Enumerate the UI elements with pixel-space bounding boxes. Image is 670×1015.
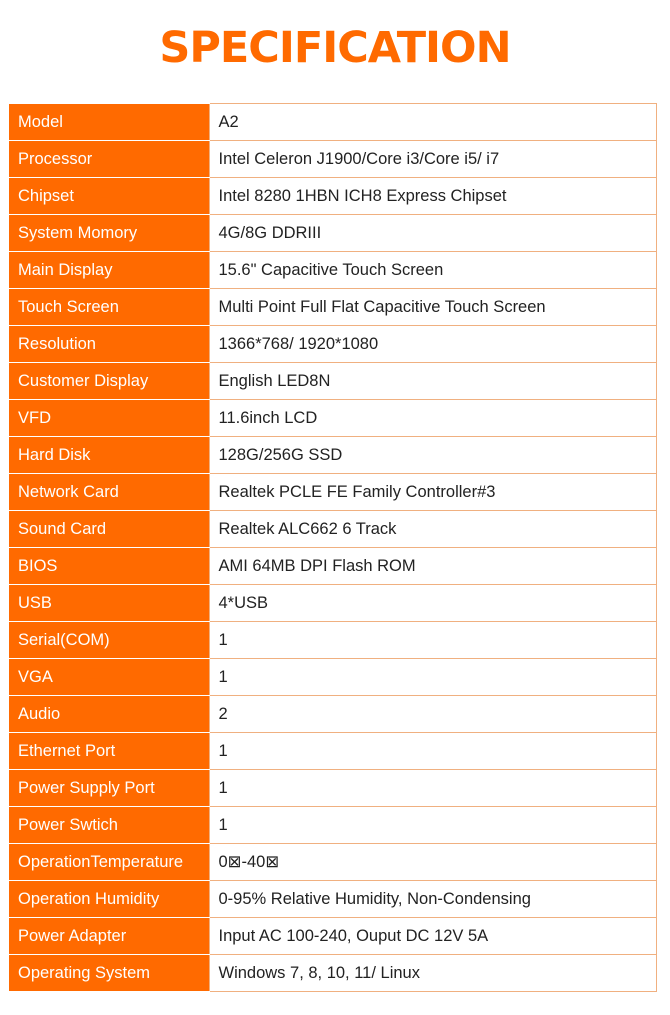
spec-value: 4*USB <box>209 585 657 622</box>
table-row <box>9 585 657 622</box>
spec-label: System Momory <box>9 215 209 252</box>
spec-value: 1 <box>209 733 657 770</box>
table-row <box>9 622 657 659</box>
spec-value: 0⊠-40⊠ <box>209 844 657 881</box>
spec-label: Hard Disk <box>9 437 209 474</box>
spec-value: Input AC 100-240, Ouput DC 12V 5A <box>209 918 657 955</box>
spec-label: Network Card <box>9 474 209 511</box>
table-row <box>9 696 657 733</box>
table-row <box>9 770 657 807</box>
spec-table <box>9 103 657 992</box>
spec-label: Model <box>9 104 209 141</box>
table-row <box>9 659 657 696</box>
spec-value: Windows 7, 8, 10, 11/ Linux <box>209 955 657 992</box>
spec-label: Serial(COM) <box>9 622 209 659</box>
spec-label: BIOS <box>9 548 209 585</box>
spec-label: Ethernet Port <box>9 733 209 770</box>
table-row <box>9 215 657 252</box>
table-row <box>9 918 657 955</box>
spec-label: Audio <box>9 696 209 733</box>
spec-label: Sound Card <box>9 511 209 548</box>
spec-label: OperationTemperature <box>9 844 209 881</box>
table-row <box>9 844 657 881</box>
spec-value: 1 <box>209 622 657 659</box>
table-row <box>9 437 657 474</box>
spec-label: Operating System <box>9 955 209 992</box>
spec-value: 1366*768/ 1920*1080 <box>209 326 657 363</box>
table-row <box>9 881 657 918</box>
spec-value: 11.6inch LCD <box>209 400 657 437</box>
spec-label: Customer Display <box>9 363 209 400</box>
table-row <box>9 141 657 178</box>
table-row <box>9 474 657 511</box>
spec-value: Realtek PCLE FE Family Controller#3 <box>209 474 657 511</box>
spec-value: 15.6" Capacitive Touch Screen <box>209 252 657 289</box>
spec-label: Processor <box>9 141 209 178</box>
table-row <box>9 548 657 585</box>
spec-label: Operation Humidity <box>9 881 209 918</box>
table-row <box>9 807 657 844</box>
table-row <box>9 733 657 770</box>
table-row <box>9 511 657 548</box>
table-row <box>9 326 657 363</box>
spec-label: USB <box>9 585 209 622</box>
spec-label: Power Supply Port <box>9 770 209 807</box>
table-row <box>9 104 657 141</box>
spec-value: 0-95% Relative Humidity, Non-Condensing <box>209 881 657 918</box>
spec-table-body <box>9 104 657 992</box>
spec-value: AMI 64MB DPI Flash ROM <box>209 548 657 585</box>
spec-value: 4G/8G DDRIII <box>209 215 657 252</box>
spec-value: Intel 8280 1HBN ICH8 Express Chipset <box>209 178 657 215</box>
spec-label: VGA <box>9 659 209 696</box>
table-row <box>9 289 657 326</box>
spec-value: Intel Celeron J1900/Core i3/Core i5/ i7 <box>209 141 657 178</box>
spec-value: 1 <box>209 659 657 696</box>
spec-value: A2 <box>209 104 657 141</box>
table-row <box>9 400 657 437</box>
spec-label: VFD <box>9 400 209 437</box>
table-row <box>9 955 657 992</box>
spec-value: 1 <box>209 807 657 844</box>
page-title: SPECIFICATION <box>159 23 511 73</box>
spec-label: Resolution <box>9 326 209 363</box>
spec-value: Realtek ALC662 6 Track <box>209 511 657 548</box>
spec-label: Power Adapter <box>9 918 209 955</box>
spec-label: Touch Screen <box>9 289 209 326</box>
spec-label: Main Display <box>9 252 209 289</box>
table-row <box>9 363 657 400</box>
spec-value: English LED8N <box>209 363 657 400</box>
spec-value: Multi Point Full Flat Capacitive Touch Screen <box>209 289 657 326</box>
table-row <box>9 252 657 289</box>
spec-value: 1 <box>209 770 657 807</box>
spec-value: 128G/256G SSD <box>209 437 657 474</box>
spec-label: Power Swtich <box>9 807 209 844</box>
spec-value: 2 <box>209 696 657 733</box>
spec-label: Chipset <box>9 178 209 215</box>
table-row <box>9 178 657 215</box>
